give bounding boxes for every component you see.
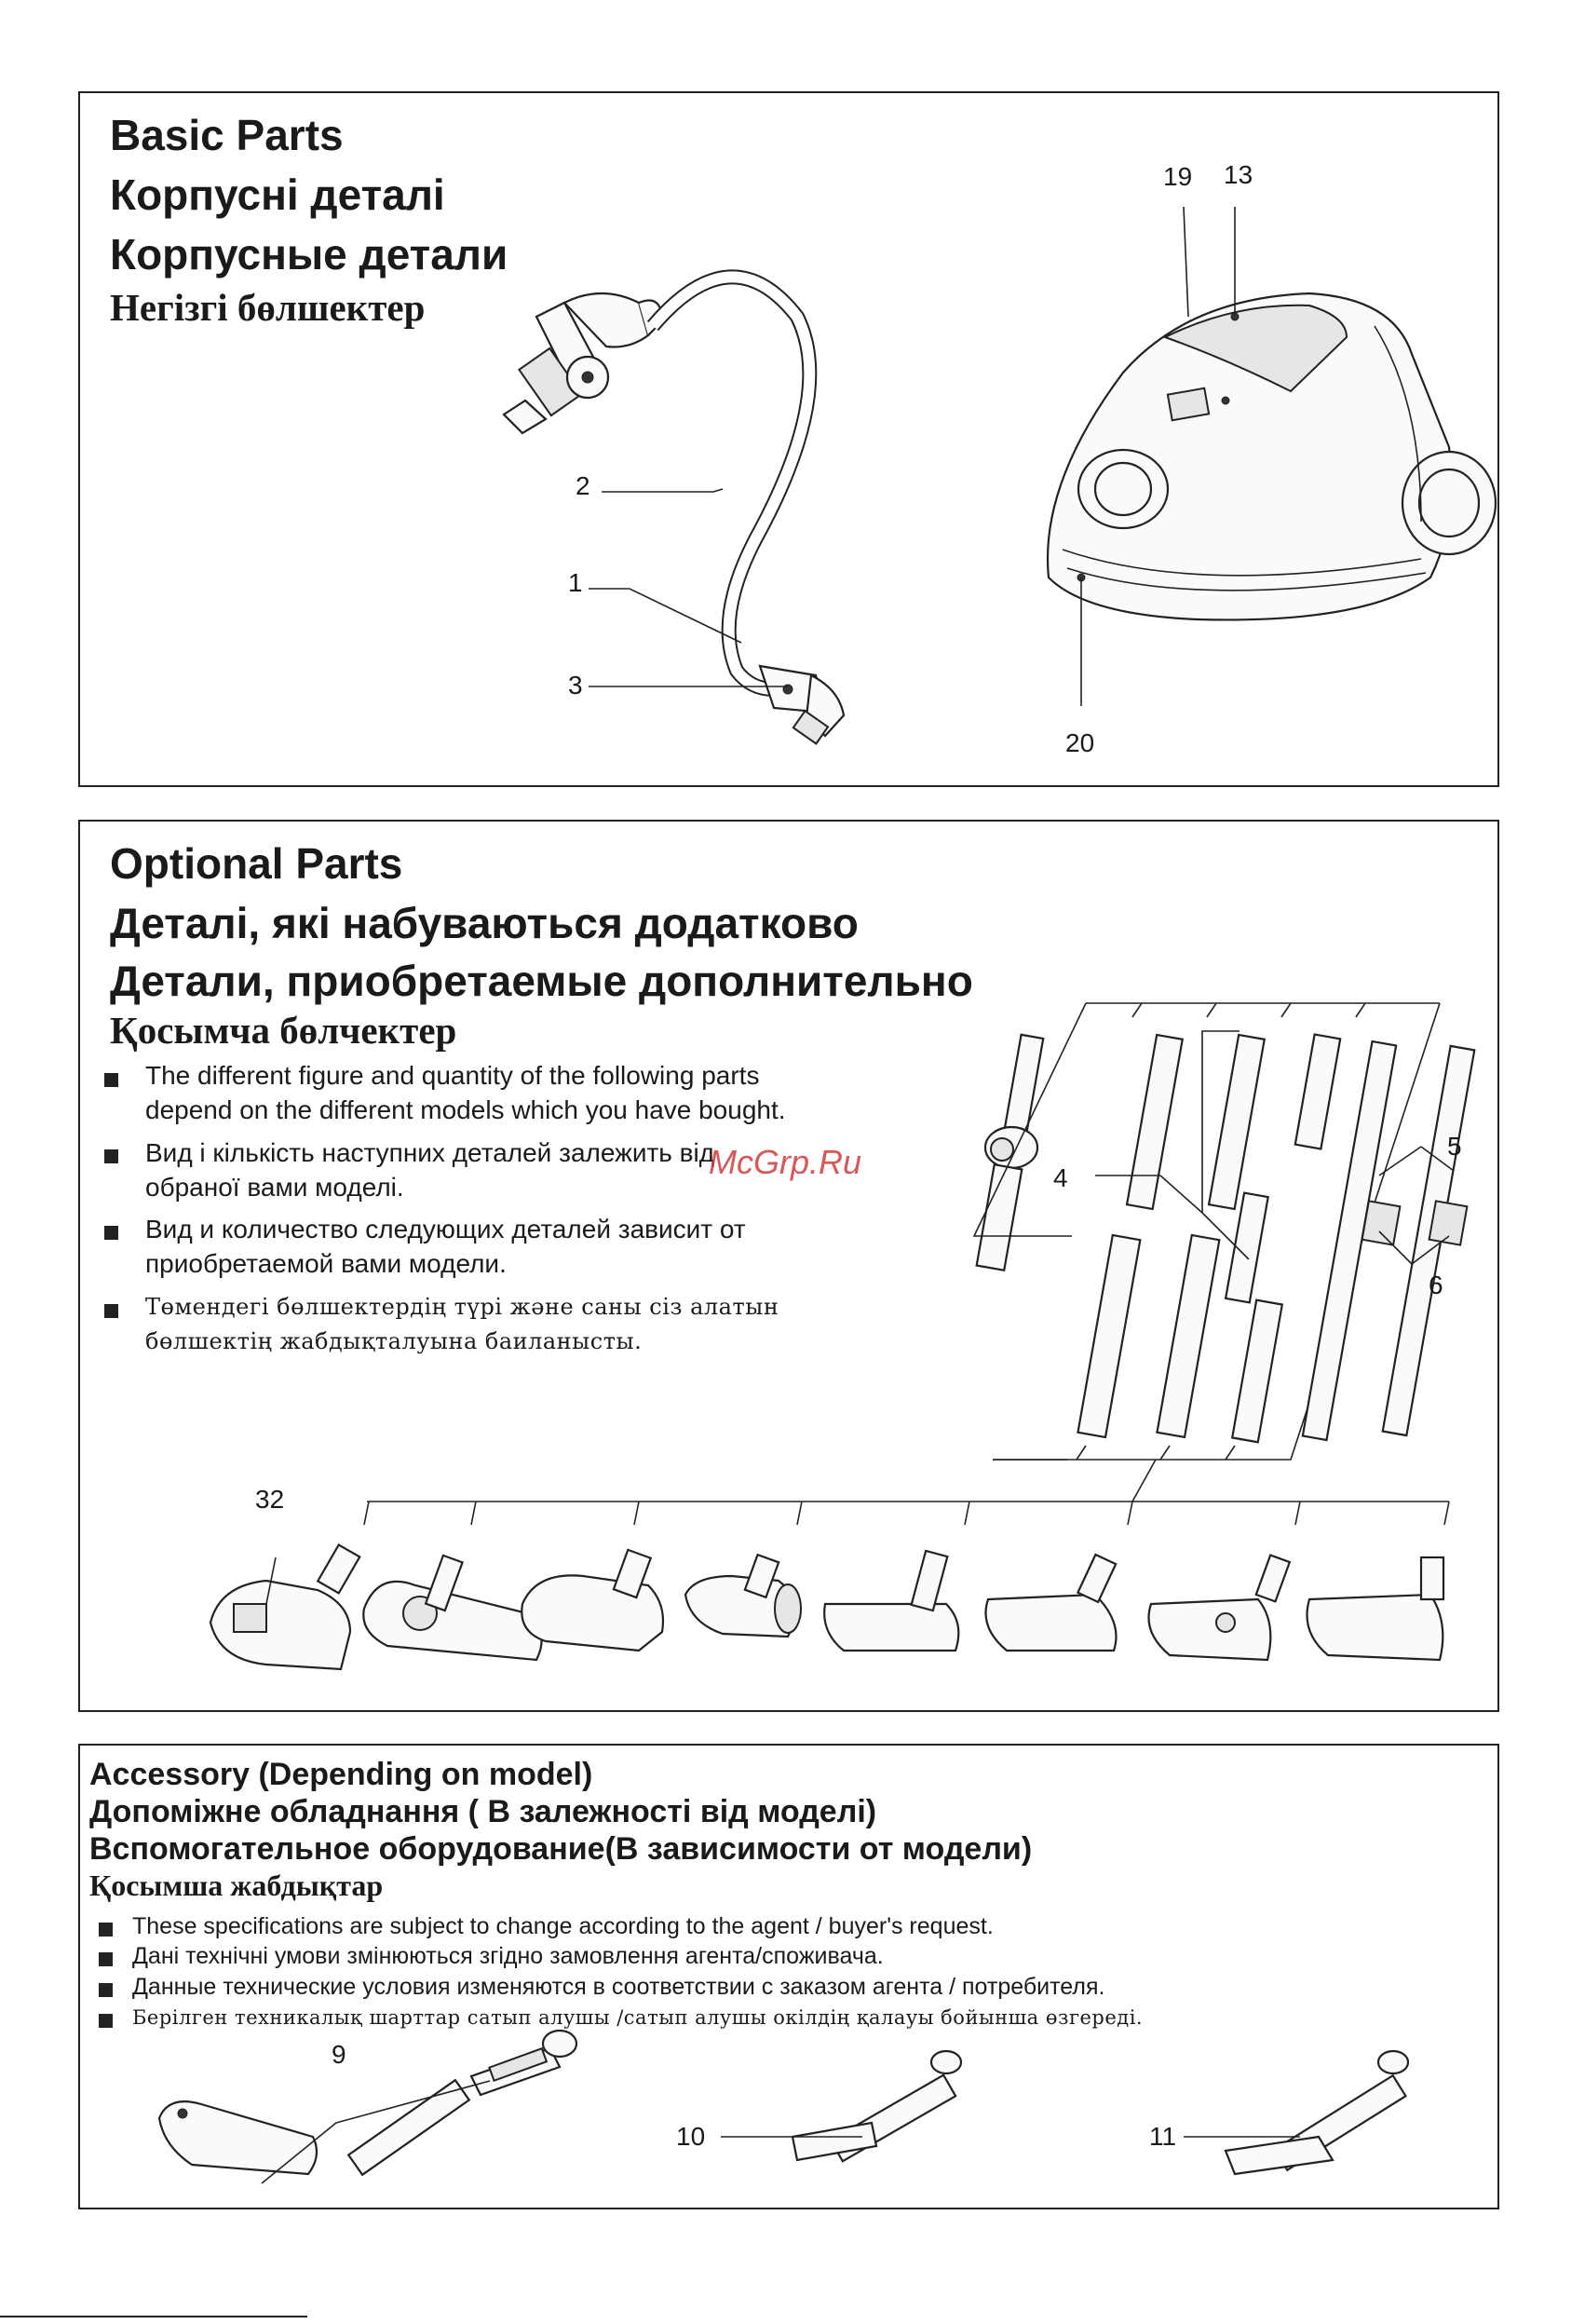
optional-bullet-uk-line1: Вид і кількість наступних деталей залежить від [145,1138,715,1167]
accessory-section [78,1744,1499,2209]
optional-bullet-ru-line2: приобретаемой вами модели. [145,1249,507,1278]
basic-label-20: 20 [1065,728,1095,757]
basic-title-kk: Негізгі бөлшектер [110,286,426,329]
optional-parts-section [78,820,1499,1712]
optional-bullet-kk-line1: Төмендегі бөлшектердің түрі және саны сіз алатын [145,1294,779,1320]
basic-title-uk: Корпусні деталі [110,170,445,219]
crevice-tool-illustration [159,2101,317,2174]
watermark: McGrp.Ru [709,1143,862,1181]
optional-bullet-en-line2: depend on the different models which you have bought. [145,1095,786,1124]
basic-label-19: 19 [1163,162,1193,191]
accessory-bullet-en: These specifications are subject to change according to the agent / buyer's request. [132,1913,994,1939]
upholstery-tool-illustration [792,2051,961,2161]
optional-label-4: 4 [1053,1163,1068,1192]
basic-label-3: 3 [568,671,583,700]
accessory-title-uk: Допоміжне обладнання ( В залежності від моделі) [89,1794,877,1829]
basic-label-13: 13 [1224,160,1253,189]
accessory-label-9: 9 [332,2040,346,2069]
accessory-title-en: Accessory (Depending on model) [89,1757,593,1792]
footer-rule [0,2316,307,2317]
accessory-label-10: 10 [676,2122,706,2151]
vacuum-body-illustration [1048,293,1496,619]
accessory-title-ru: Вспомогательное оборудование(В зависимости от модели) [89,1831,1033,1867]
basic-parts-section [78,91,1499,787]
floor-brushes-illustration [210,1544,1443,1669]
optional-title-uk: Деталі, які набуваються додатково [110,899,859,947]
accessory-illustration [80,1746,1497,2208]
extension-tubes-illustration [1077,1034,1474,1442]
optional-bullet-kk-line2: бөлшектің жабдықталуына баиланысты. [145,1328,643,1354]
basic-label-1: 1 [568,568,583,597]
optional-bullet-uk-line2: обраної вами моделі. [145,1173,404,1202]
optional-parts-illustration [80,822,1497,1710]
basic-title-ru: Корпусные детали [110,230,508,279]
optional-label-32: 32 [255,1485,285,1514]
handle-adapter-illustration [977,1035,1044,1271]
accessory-title-kk: Қосымша жабдықтар [89,1869,384,1902]
optional-bullet-en-line1: The different figure and quantity of the following parts [145,1061,760,1090]
optional-title-ru: Детали, приобретаемые дополнительно [110,957,973,1005]
basic-parts-illustration [80,93,1497,785]
accessory-bullet-uk: Дані технічні умови змінюються згідно замовлення агента/споживача. [132,1943,884,1969]
accessory-label-11: 11 [1149,2122,1177,2151]
accessory-bullet-kk: Берілген техникалық шарттар сатып алушы /сатып алушы окілдің қалауы бойынша өзгереді. [132,2006,1144,2029]
optional-title-kk: Қосымча бөлчектер [110,1009,457,1052]
wide-nozzle-illustration [1226,2051,1408,2174]
accessory-bullet-ru: Данные технические условия изменяются в соответствии с заказом агента / потребителя. [132,1974,1105,2000]
basic-label-2: 2 [576,471,590,500]
optional-title-en: Optional Parts [110,839,403,888]
basic-title-en: Basic Parts [110,111,344,159]
optional-label-5: 5 [1447,1132,1462,1161]
dusting-brush-illustration [348,2031,576,2175]
hose-handle-illustration [504,293,662,433]
optional-bullet-ru-line1: Вид и количество следующих деталей зависит от [145,1215,746,1244]
optional-label-6: 6 [1429,1271,1443,1299]
flexible-hose-illustration [653,277,844,743]
